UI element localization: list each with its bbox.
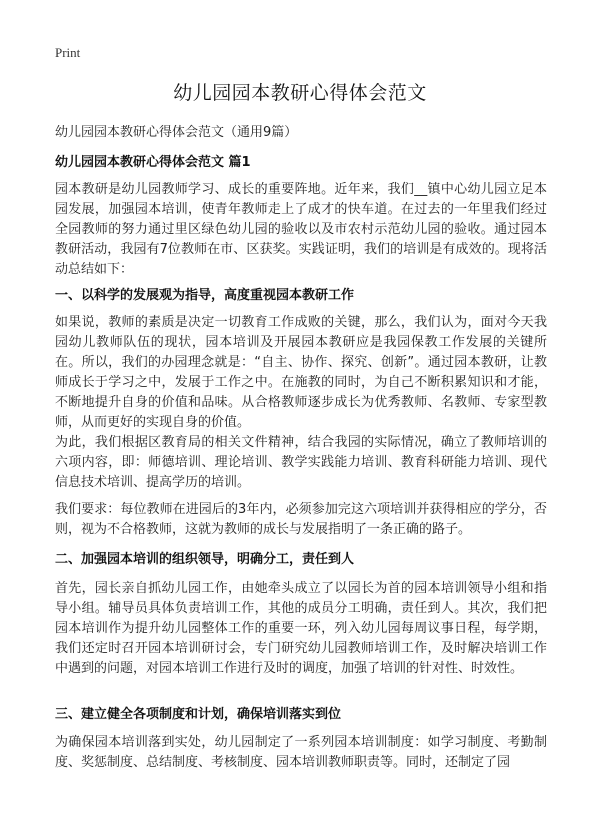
chapter-title: 幼儿园园本教研心得体会范文 篇1 (55, 155, 251, 170)
section-heading-2: 二、加强园本培训的组织领导，明确分工，责任到人 (55, 552, 355, 567)
section1-paragraph-1: 如果说，教师的素质是决定一切教育工作成败的关键，那么，我们认为，面对今天我园幼儿教师队伍的现状，园本培训及开展园本教研应是我园保教工作发展的关键所在。所以，我们的办园理念就是：“自主、协作、探究、创新”。通过园本教研，让教师成长于学习之中，发展于工作之中。在施教的同时，为自己不断积累知识和才能，不断地提升自身的价值和品味。从合格教师逐步成长为优秀教师、名教师、专家型教师，从而更好的实现自身的价值。 (55, 315, 547, 430)
section1-paragraph-2: 为此，我们根据区教育局的相关文件精神，结合我园的实际情况，确立了教师培训的六项内容，即：师德培训、理论培训、教学实践能力培训、教育科研能力培训、现代信息技术培训、提高学历的培训。 (55, 435, 547, 490)
document-title: 幼儿园园本教研心得体会范文 (173, 82, 427, 104)
section-heading-1: 一、以科学的发展观为指导，高度重视园本教研工作 (55, 288, 355, 303)
section1-paragraph-3: 我们要求：每位教师在进园后的3年内，必须参加完这六项培训并获得相应的学分，否则，视为不合格教师，这就为教师的成长与发展指明了一条正确的路子。 (55, 502, 547, 537)
document-subtitle: 幼儿园园本教研心得体会范文（通用9篇） (55, 125, 298, 140)
intro-paragraph: 园本教研是幼儿园教师学习、成长的重要阵地。近年来，我们__镇中心幼儿园立足本园发展，加强园本培训，使青年教师走上了成才的快车道。在过去的一年里我们经过全园教师的努力通过里区绿色幼儿园的验收以及市农村示范幼儿园的验收。通过园本教研活动，我园有7位教师在市、区获奖。实践证明，我们的培训是有成效的。现将活动总结如下： (55, 182, 547, 277)
section-heading-3: 三、建立健全各项制度和计划，确保培训落实到位 (55, 707, 342, 722)
print-label[interactable]: Print (55, 45, 81, 60)
section3-paragraph-1: 为确保园本培训落到实处，幼儿园制定了一系列园本培训制度：如学习制度、考勤制度、奖惩制度、总结制度、考核制度、园本培训教师职责等。同时，还制定了园 (55, 735, 547, 770)
section2-paragraph-1: 首先，园长亲自抓幼儿园工作，由她牵头成立了以园长为首的园本培训领导小组和指导小组。辅导员具体负责培训工作，其他的成员分工明确，责任到人。其次，我们把园本培训作为提升幼儿园整体工作的重要一环，列入幼儿园每周议事日程，每学期，我们还定时召开园本培训研讨会，专门研究幼儿园教师培训工作，及时解决培训工作中遇到的问题，对园本培训工作进行及时的调度，加强了培训的针对性、时效性。 (55, 581, 547, 676)
